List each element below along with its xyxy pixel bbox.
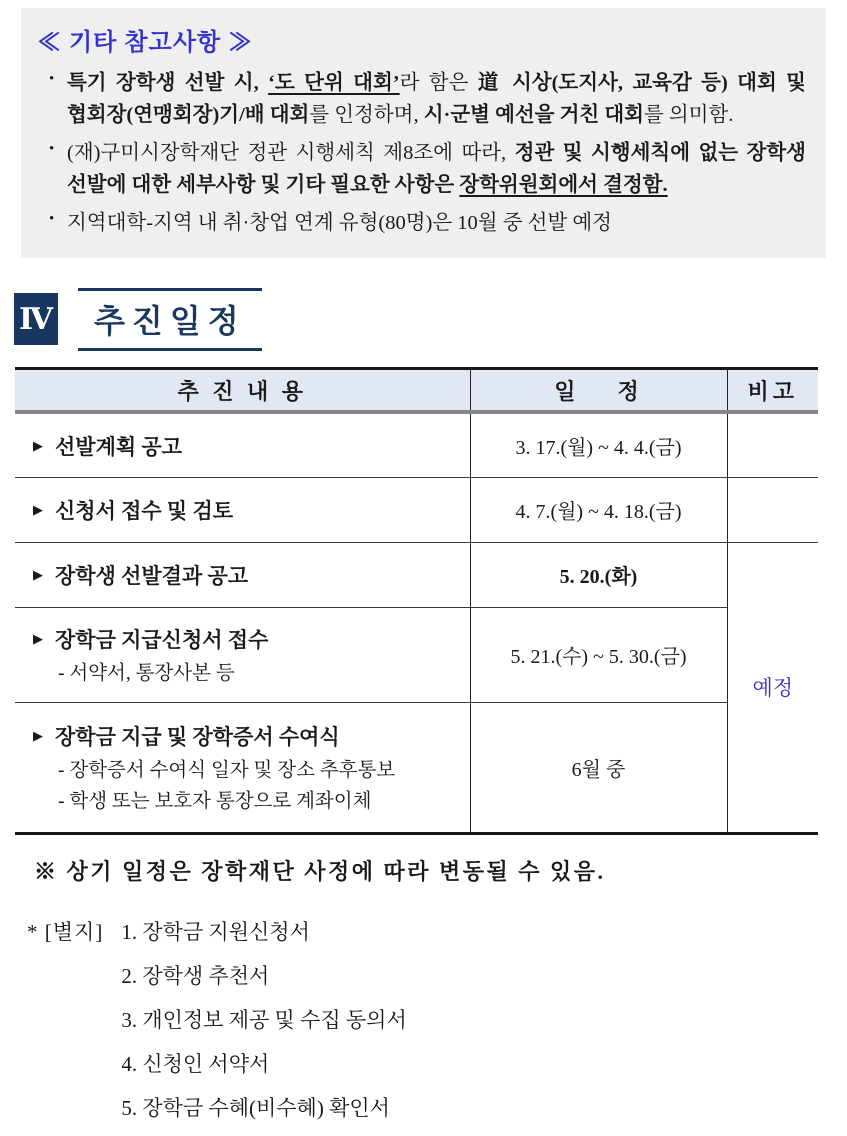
row-content-cell [15,412,470,477]
remark-cell: 예정 [727,542,818,833]
attachments-label: * [별지] [27,919,104,944]
row-title: 선발계획 공고 [55,434,182,459]
row-date-cell: 6월 중 [470,702,727,833]
row-title-line [33,560,460,590]
row-date-cell: 5. 21.(수) ~ 5. 30.(금) [470,607,727,702]
row-title: 장학금 지급신청서 접수 [55,628,269,653]
row-title-line [33,431,460,461]
schedule-table-head [15,368,818,412]
text-segment: 지역대학-지역 내 취·창업 연계 유형(80명)은 10월 중 선발 예정 [67,211,612,234]
text-segment: ‘도 단위 대회’ [268,72,400,94]
table-row [15,607,818,702]
row-date-cell: 5. 20.(화) [470,542,727,607]
row-title-line [33,495,460,525]
row-content-cell [15,702,470,833]
header-content-column: 추 진 내 용 [15,368,470,412]
text-segment: (재)구미시장학재단 정관 시행세칙 제8조에 따라, [67,141,515,164]
row-content-cell [15,542,470,607]
row-date-cell: 4. 7.(월) ~ 4. 18.(금) [470,477,727,542]
remark-cell-empty [727,477,818,542]
row-title-line [33,624,460,654]
row-title-line [33,721,460,751]
notes-bullet [49,67,806,132]
notes-box [21,8,826,258]
row-title: 장학생 선발결과 공고 [55,563,249,588]
header-remark-column: 비고 [727,368,818,412]
row-title: 신청서 접수 및 검토 [55,498,234,523]
attachments-section [27,916,847,1136]
text-segment: 라 함은 [399,72,478,94]
header-date-column: 일 정 [470,368,727,412]
triangle-bullet-icon: ▶ [33,566,43,582]
row-sub-item: - 서약서, 통장사본 등 [58,663,235,685]
text-segment: 정관 및 시행세칙에 없는 장학생 선발에 대한 세부사항 및 기타 필요한 사항은 [67,141,806,197]
triangle-bullet-icon: ▶ [33,437,43,453]
notes-box-title: ≪ 기타 참고사항 ≫ [37,30,254,56]
triangle-bullet-icon: ▶ [33,631,43,647]
section-header [14,288,847,351]
triangle-bullet-icon: ▶ [33,501,43,517]
remark-cell-empty [727,412,818,477]
bullet-marker: • [49,210,55,227]
notes-list [33,67,808,239]
table-row [15,542,818,607]
row-content-cell [15,607,470,702]
triangle-bullet-icon: ▶ [33,728,43,744]
attachment-item: 5. 장학금 수혜(비수혜) 확인서 [121,1095,390,1120]
notes-bullet [49,207,806,239]
text-segment: 道 시상(도지사, 교육감 등) 대회 및 협회장(연맹회장)기/배 대회 [67,72,806,127]
table-row [15,702,818,833]
table-row [15,477,818,542]
attachment-item: 1. 장학금 지원신청서 [121,919,310,944]
section-title-wrap [78,288,262,351]
attachment-item: 2. 장학생 추천서 [121,963,270,988]
attachment-item: 4. 신청인 서약서 [121,1051,270,1076]
text-segment: 를 의미함. [643,104,734,127]
schedule-table [15,367,818,835]
table-row [15,412,818,477]
text-segment: 를 인정하며, [309,104,424,127]
row-sub-item: - 학생 또는 보호자 통장으로 계좌이체 [58,791,372,813]
row-sub-item: - 장학증서 수여식 일자 및 장소 추후통보 [58,760,396,782]
row-date-cell: 3. 17.(월) ~ 4. 4.(금) [470,412,727,477]
schedule-footnote: ※ 상기 일정은 장학재단 사정에 따라 변동될 수 있음. [34,858,606,884]
section-title: 추진일정 [94,302,246,339]
text-segment: 시·군별 예선을 거친 대회 [423,104,644,127]
schedule-table-body [15,412,818,833]
notes-bullet [49,137,806,202]
row-content-cell [15,477,470,542]
text-segment: 장학위원회에서 결정함. [459,174,668,197]
bullet-marker: • [49,140,55,157]
bullet-marker: • [49,71,55,87]
header-row [15,368,818,412]
attachments-list [121,916,406,1136]
section-numeral-box [14,293,58,345]
row-title: 장학금 지급 및 장학증서 수여식 [55,725,340,750]
text-segment: 특기 장학생 선발 시, [67,72,269,94]
attachment-item: 3. 개인정보 제공 및 수집 동의서 [121,1007,407,1032]
section-numeral: Ⅳ [18,302,54,336]
